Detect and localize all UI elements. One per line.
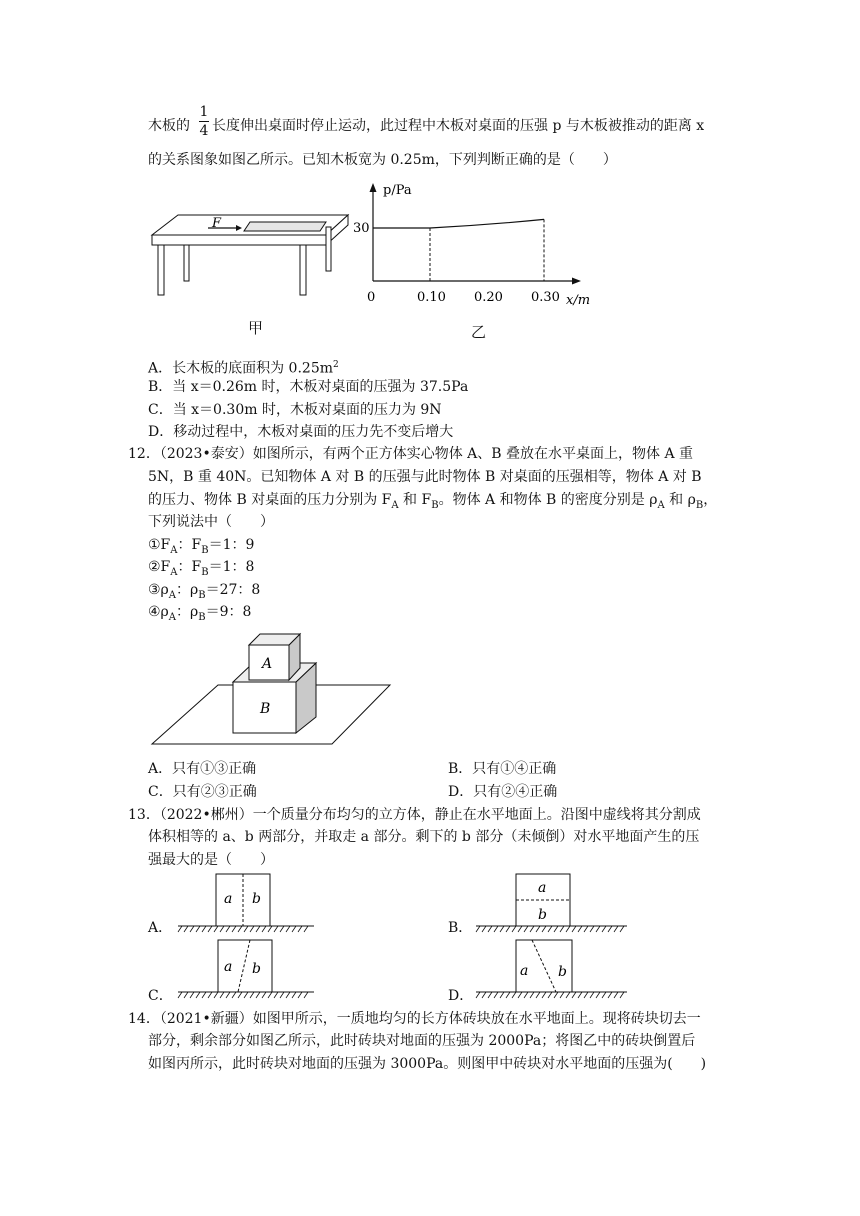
- subscript-a: A: [391, 499, 399, 511]
- caption-jia: 甲: [248, 319, 264, 337]
- fraction-numerator: 1: [199, 104, 209, 120]
- force-label: F: [212, 216, 222, 231]
- q12-statement-2: [148, 557, 254, 583]
- q13-option-b-label: B．: [448, 920, 473, 936]
- q11-option-b: B．当 x＝0.26m 时，木板对桌面的压强为 37.5Pa: [148, 379, 469, 395]
- q12-line4: 下列说法中（ ）: [148, 514, 274, 530]
- q12-line3-mid2: 。物体 A 和物体 B 的密度分别是 ρ: [438, 492, 658, 508]
- subscript-b: B: [198, 589, 206, 601]
- q12-option-d: D．只有②④正确: [448, 784, 558, 800]
- subscript-a: A: [170, 544, 178, 556]
- statement-4-pre: ④ρ: [148, 604, 169, 620]
- q12-line2: 5N，B 重 40N。已知物体 A 对 B 的压强与此时物体 B 对桌面的压强相等，物体 A 对 B: [148, 469, 702, 485]
- q14-line1: 14．（2021•新疆）如图甲所示，一质地均匀的长方体砖块放在水平地面上。现将砖块切去一: [128, 1011, 701, 1027]
- statement-4-post: ＝9：8: [205, 604, 252, 620]
- cube-a-label: A: [262, 656, 273, 672]
- y-axis-arrow: [370, 183, 377, 192]
- q11-option-a: [148, 355, 339, 379]
- statement-3-pre: ③ρ: [148, 582, 169, 598]
- x-axis-arrow: [572, 278, 581, 285]
- subscript-b: B: [431, 499, 439, 511]
- q13-option-a-label: A．: [148, 920, 173, 936]
- q13-figure-b: [474, 872, 629, 934]
- part-a-label: a: [224, 891, 233, 907]
- intro-line2: 的关系图象如图乙所示。已知木板宽为 0.25m，下列判断正确的是（ ）: [148, 152, 617, 168]
- figure-stacked-cubes: [148, 630, 398, 748]
- x-tick-label: 0: [367, 290, 376, 305]
- subscript-b: B: [201, 566, 209, 578]
- statement-3-mid: ：ρ: [176, 582, 199, 598]
- subscript-a: A: [170, 566, 178, 578]
- y-axis-label: p/Pa: [383, 183, 412, 198]
- part-a-label: a: [520, 963, 529, 979]
- statement-4-mid: ：ρ: [176, 604, 199, 620]
- q12-line3-post: ，: [703, 492, 718, 508]
- x-axis-label: x/m: [566, 293, 591, 308]
- statement-1-pre: ①F: [148, 537, 171, 553]
- q11-option-c: C．当 x＝0.30m 时，木板对桌面的压力为 9N: [148, 402, 442, 418]
- q13-line2: 体积相等的 a、b 两部分，并取走 a 部分。剩下的 b 部分（未倾倒）对水平地面产生的压: [148, 829, 700, 845]
- q13-line1: 13．（2022•郴州）一个质量分布均匀的立方体，静止在水平地面上。沿图中虚线将其分割成: [128, 807, 701, 823]
- x-tick-label: 0.10: [417, 290, 446, 305]
- caption-yi: 乙: [471, 323, 487, 341]
- q13-option-d-label: D．: [448, 988, 474, 1004]
- intro-line1-post: 长度伸出桌面时停止运动，此过程中木板对桌面的压强 p 与木板被推动的距离 x: [212, 118, 705, 134]
- part-a-label: a: [224, 959, 233, 975]
- x-tick-label: 0.20: [474, 290, 503, 305]
- statement-2-post: ＝1：8: [208, 559, 255, 575]
- subscript-a: A: [168, 611, 177, 623]
- fraction-denominator: 4: [199, 123, 209, 139]
- q13-figure-d: [474, 938, 629, 1000]
- cube-b-label: B: [260, 701, 271, 717]
- unit-exponent: 2: [333, 360, 339, 370]
- fraction-one-quarter: [197, 104, 211, 139]
- part-a-label: a: [538, 880, 547, 896]
- q13-line3: 强最大的是（ ）: [148, 852, 274, 868]
- part-b-label: b: [252, 961, 261, 977]
- q12-line1: 12．（2023•泰安）如图所示，有两个正方体实心物体 A、B 叠放在水平桌面上，物体 A 重: [128, 446, 694, 462]
- statement-1-mid: ：F: [177, 537, 202, 553]
- q12-line3-mid1: 和 F: [403, 492, 432, 508]
- statement-1-post: ＝1：9: [208, 537, 255, 553]
- q13-figure-c: [176, 938, 316, 1000]
- statement-2-mid: ：F: [177, 559, 202, 575]
- q11-option-a-text: A．长木板的底面积为 0.25m: [148, 360, 334, 377]
- q12-option-b: B．只有①④正确: [448, 761, 557, 777]
- q13-figure-a: [176, 872, 316, 934]
- subscript-b: B: [201, 544, 209, 556]
- series-segment-rising: [430, 219, 544, 228]
- subscript-b: B: [695, 499, 704, 511]
- subscript-a: A: [657, 499, 665, 511]
- q14-line3: 如图丙所示，此时砖块对地面的压强为 3000Pa。则图甲中砖块对水平地面的压强为( ): [148, 1056, 707, 1072]
- figure-jia-table: [148, 205, 358, 300]
- y-tick-label: 30: [353, 221, 370, 236]
- part-b-label: b: [538, 907, 547, 923]
- statement-2-pre: ②F: [148, 559, 171, 575]
- x-tick-label: 0.30: [531, 290, 560, 305]
- q12-line3-pre: 的压力、物体 B 对桌面的压力分别为 F: [148, 492, 392, 508]
- q11-option-d: D．移动过程中，木板对桌面的压力先不变后增大: [148, 424, 454, 440]
- intro-line1-pre: 木板的: [148, 118, 190, 134]
- figure-yi-chart: [350, 180, 610, 345]
- q14-line2: 部分，剩余部分如图乙所示，此时砖块对地面的压强为 2000Pa；将图乙中的砖块倒置后: [148, 1033, 696, 1049]
- q12-option-a: A．只有①③正确: [148, 761, 257, 777]
- subscript-b: B: [198, 611, 206, 623]
- q12-option-c: C．只有②③正确: [148, 784, 257, 800]
- statement-3-post: ＝27：8: [205, 582, 261, 598]
- q12-statement-4: [148, 602, 251, 628]
- subscript-a: A: [168, 589, 177, 601]
- q13-option-c-label: C．: [148, 988, 173, 1004]
- part-b-label: b: [558, 964, 567, 980]
- part-b-label: b: [252, 891, 261, 907]
- q12-line3-mid3: 和 ρ: [669, 492, 696, 508]
